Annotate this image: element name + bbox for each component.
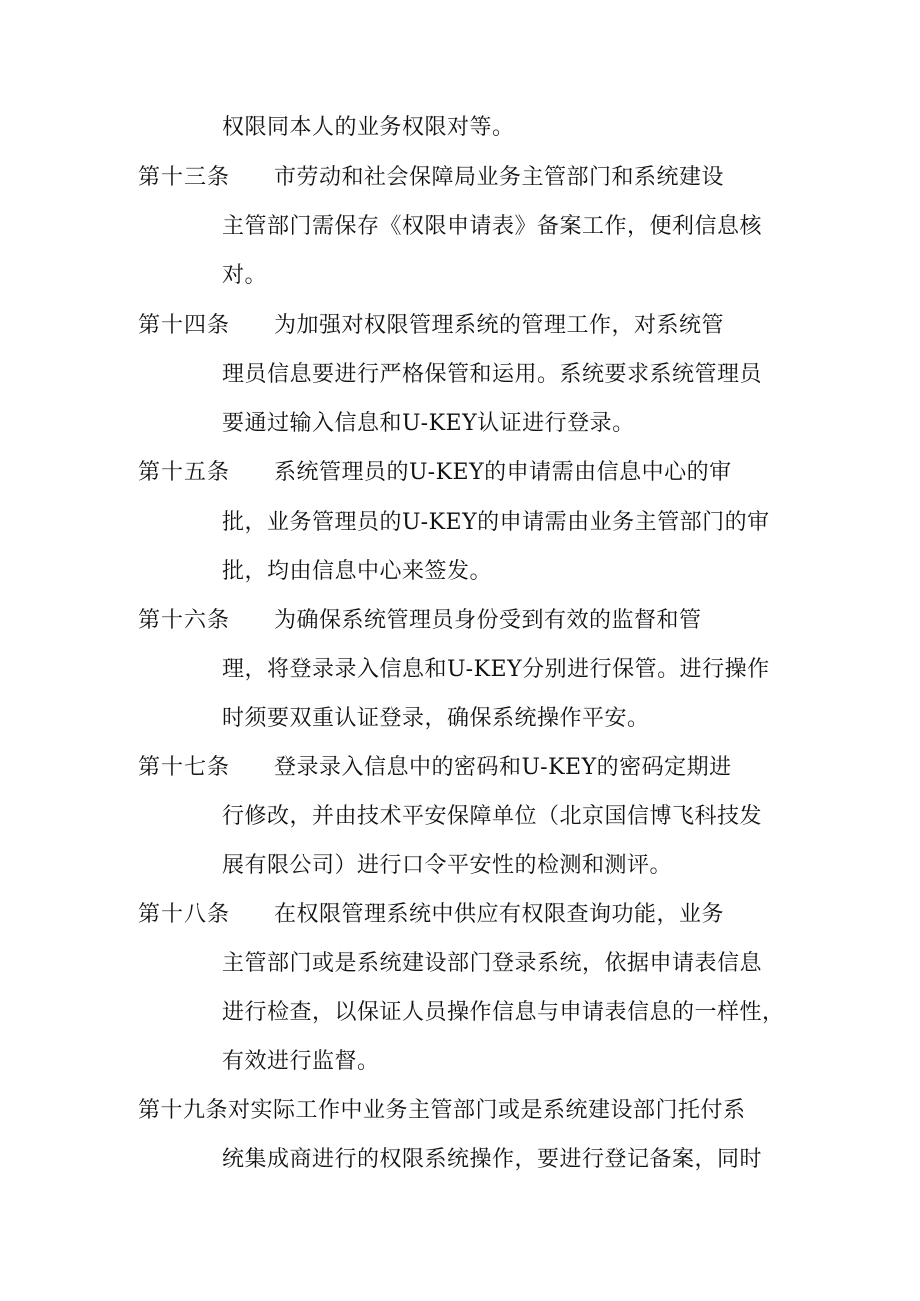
article-13-number: 第十三条 (138, 165, 231, 190)
article-17-line-2: 行修改，并由技术平安保障单位（北京国信博飞科技发 (222, 804, 763, 829)
article-15-number: 第十五条 (138, 460, 231, 485)
article-19-line-1: 第十九条对实际工作中业务主管部门或是系统建设部门托付系 (138, 1098, 746, 1123)
article-14-number: 第十四条 (138, 313, 231, 338)
article-17-number: 第十七条 (138, 755, 231, 780)
article-15-line-3: 批，均由信息中心来签发。 (222, 559, 493, 584)
article-16-line-2: 理，将登录录入信息和U-KEY分别进行保管。进行操作 (222, 657, 770, 682)
article-18-line-2: 主管部门或是系统建设部门登录系统，依据申请表信息 (222, 951, 763, 976)
article-18-line-3: 进行检查，以保证人员操作信息与申请表信息的一样性， (222, 1000, 785, 1025)
article-16-line-1: 为确保系统管理员身份受到有效的监督和管 (274, 608, 702, 633)
article-14-line-3: 要通过输入信息和U-KEY认证进行登录。 (222, 411, 635, 436)
article-14-line-1: 为加强对权限管理系统的管理工作，对系统管 (274, 313, 725, 338)
article-18-number: 第十八条 (138, 902, 231, 927)
article-19-line-2: 统集成商进行的权限系统操作，要进行登记备案，同时 (222, 1147, 763, 1172)
article-17-line-1: 登录录入信息中的密码和U-KEY的密码定期进 (274, 755, 732, 780)
article-15-line-1: 系统管理员的U-KEY的申请需由信息中心的审 (274, 460, 732, 485)
continuation-line: 权限同本人的业务权限对等。 (222, 115, 515, 140)
article-16-line-3: 时须要双重认证登录，确保系统操作平安。 (222, 706, 650, 731)
article-17-line-3: 展有限公司）进行口令平安性的检测和测评。 (222, 853, 673, 878)
article-13-line-1: 市劳动和社会保障局业务主管部门和系统建设 (274, 165, 725, 190)
article-18-line-4: 有效进行监督。 (222, 1049, 380, 1074)
article-15-line-2: 批，业务管理员的U-KEY的申请需由业务主管部门的审 (222, 510, 770, 535)
article-14-line-2: 理员信息要进行严格保管和运用。系统要求系统管理员 (222, 362, 763, 387)
article-16-number: 第十六条 (138, 608, 231, 633)
article-13-line-2: 主管部门需保存《权限申请表》备案工作，便利信息核 (222, 214, 763, 239)
article-18-line-1: 在权限管理系统中供应有权限查询功能，业务 (274, 902, 725, 927)
article-13-line-3: 对。 (222, 263, 268, 288)
